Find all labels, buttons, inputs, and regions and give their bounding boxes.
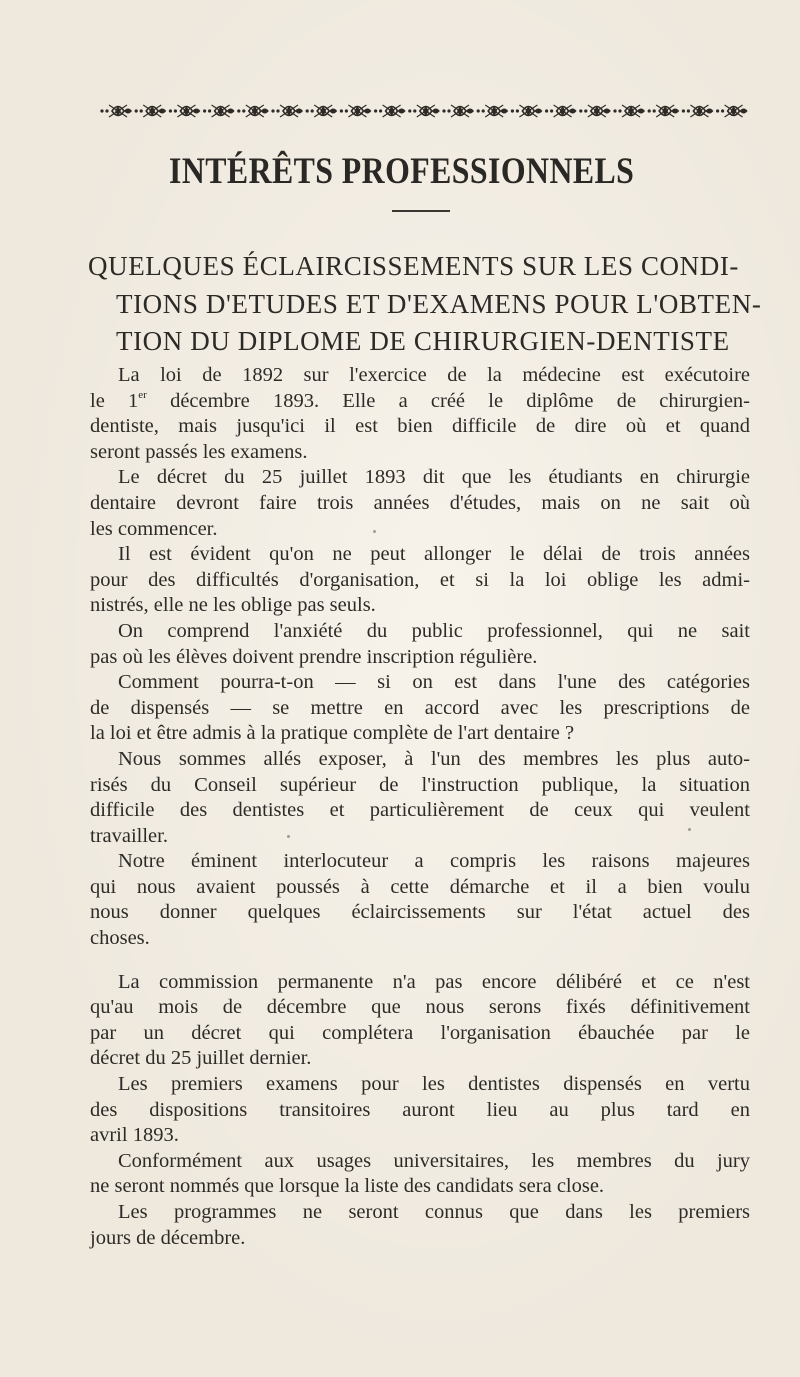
paragraph-line: de dispensés — se mettre en accord avec les prescriptions de <box>90 696 750 719</box>
ornament-motif <box>203 105 235 117</box>
paragraph-line: Les premiers examens pour les dentistes dispensés en vertu <box>118 1073 750 1096</box>
paragraph-line <box>90 389 750 415</box>
paragraph-line: La loi de 1892 sur l'exercice de la médecine est exécutoire <box>118 364 750 386</box>
paragraph-line: avril 1893. <box>90 1124 179 1147</box>
paragraph <box>90 619 750 670</box>
paragraph <box>90 542 750 619</box>
paragraph-line: Il est évident qu'on ne peut allonger le délai de trois années <box>118 543 750 566</box>
ornament-motif <box>169 105 201 117</box>
paragraph-line: Conformément aux usages universitaires, les membres du jury <box>118 1149 750 1172</box>
paper-speck <box>373 530 376 533</box>
ornament-motif <box>579 105 611 117</box>
ornament-motif <box>100 105 132 117</box>
ornament-motif <box>648 105 680 117</box>
ornament-motif <box>306 105 338 117</box>
ornament-motif <box>682 105 714 117</box>
paragraph-line: On comprend l'anxiété du public professionnel, qui ne sait <box>118 619 750 642</box>
paragraph-line: nistrés, elle ne les oblige pas seuls. <box>90 594 376 617</box>
paragraph-line: Le décret du 25 juillet 1893 dit que les étudiants en chirurgie <box>118 466 750 489</box>
ornament-motif <box>716 105 748 117</box>
paragraph-line: La commission permanente n'a pas encore délibéré et ce n'est <box>118 970 750 993</box>
article-heading <box>88 248 768 361</box>
paragraph-line: la loi et être admis à la pratique complète de l'art dentaire ? <box>90 722 575 745</box>
paragraph-line: des dispositions transitoires auront lieu au plus tard en <box>90 1098 750 1121</box>
paragraph-line: Nous sommes allés exposer, à l'un des membres les plus auto- <box>118 747 750 770</box>
paragraph-line: travailler. <box>90 824 168 847</box>
paragraph-line: choses. <box>90 927 150 950</box>
ordinal-superscript: er <box>138 388 147 401</box>
paragraph-line: qu'au mois de décembre que nous serons fixés définitivement <box>90 996 750 1019</box>
ornament-motif <box>511 105 543 117</box>
paragraph-line: Notre éminent interlocuteur a compris les raisons majeures <box>118 850 750 873</box>
paragraph-line: dentiste, mais jusqu'ici il est bien difficile de dire où et quand <box>90 415 750 438</box>
paragraph <box>90 363 750 465</box>
ornament-motif <box>477 105 509 117</box>
paper-speck <box>688 828 691 831</box>
paragraph <box>90 849 750 951</box>
paragraph-line: difficile des dentistes et particulièrement de ceux qui veulent <box>90 799 750 822</box>
paragraph <box>90 1200 750 1251</box>
paragraph-line: nous donner quelques éclaircissements sur l'état actuel des <box>90 901 750 924</box>
ornament-motif <box>408 105 440 117</box>
ornament-motif <box>545 105 577 117</box>
paragraph-line: par un décret qui complétera l'organisation ébauchée par le <box>90 1021 750 1044</box>
line-text: le 1 <box>90 389 139 412</box>
article-heading-line: TIONS D'ETUDES ET D'EXAMENS POUR L'OBTEN- <box>116 288 762 319</box>
paragraph-line: risés du Conseil supérieur de l'instruction publique, la situation <box>90 773 750 796</box>
line-text: décembre 1893. Elle a créé le diplôme de chirurgien- <box>146 389 750 412</box>
article-heading-line: TION DU DIPLOME DE CHIRURGIEN-DENTISTE <box>116 326 730 356</box>
paragraph-line: décret du 25 juillet dernier. <box>90 1047 312 1070</box>
article-heading-line: QUELQUES ÉCLAIRCISSEMENTS SUR LES CONDI- <box>88 251 740 281</box>
decorative-ornament-band <box>100 98 750 124</box>
paragraph-line: dentaire devront faire trois années d'études, mais on ne sait où <box>90 491 750 514</box>
paragraph-line: jours de décembre. <box>90 1226 246 1249</box>
paragraph-line: seront passés les examens. <box>90 440 308 463</box>
paragraph <box>90 465 750 542</box>
paragraph-line: Comment pourra-t-on — si on est dans l'une des catégories <box>118 671 750 694</box>
ornament-motif <box>340 105 372 117</box>
ornament-icon <box>100 98 750 124</box>
title-rule <box>392 210 450 212</box>
paragraph-line: les commencer. <box>90 517 218 540</box>
article-body <box>90 363 750 1251</box>
paragraph-line: pour des difficultés d'organisation, et si la loi oblige les admi- <box>90 568 750 591</box>
paper-speck <box>287 835 290 838</box>
paragraph <box>90 1072 750 1149</box>
paragraph-line: pas où les élèves doivent prendre inscription régulière. <box>90 645 538 668</box>
paragraph <box>90 747 750 849</box>
ornament-motif <box>442 105 474 117</box>
paragraph-line: Les programmes ne seront connus que dans les premiers <box>118 1201 750 1223</box>
paragraph-gap <box>90 952 750 970</box>
paragraph-line: qui nous avaient poussés à cette démarche et il a bien voulu <box>90 875 750 898</box>
ornament-motif <box>135 105 167 117</box>
ornament-motif <box>237 105 269 117</box>
paragraph <box>90 1149 750 1200</box>
ornament-motif <box>271 105 303 117</box>
ornament-motif <box>613 105 645 117</box>
paragraph <box>90 970 750 1072</box>
paragraph <box>90 670 750 747</box>
paragraph-line: ne seront nommés que lorsque la liste des candidats sera close. <box>90 1175 605 1198</box>
section-title: INTÉRÊTS PROFESSIONNELS <box>169 151 635 192</box>
ornament-motif <box>374 105 406 117</box>
